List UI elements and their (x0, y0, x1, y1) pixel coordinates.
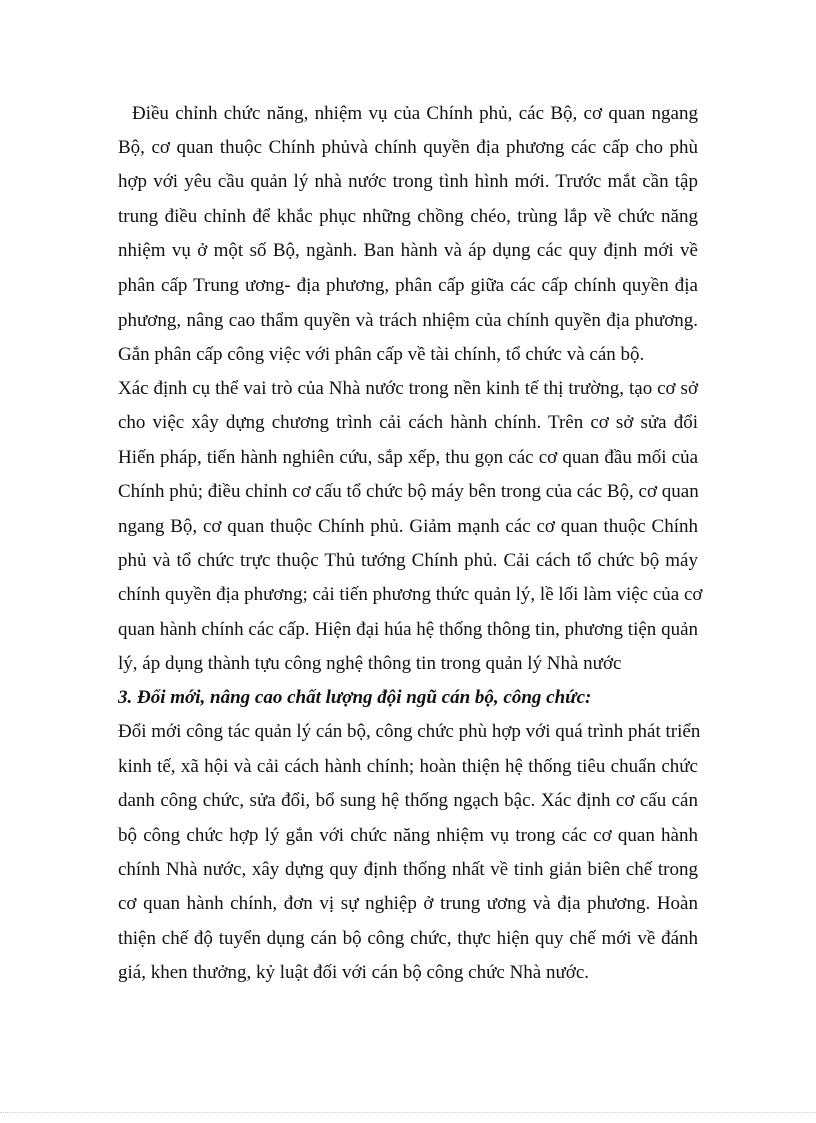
paragraph-3-line-4: bộ công chức hợp lý gắn với chức năng nhiệm vụ trong các cơ quan hành (118, 825, 698, 846)
paragraph-2-line-6: phủ và tổ chức trực thuộc Thủ tướng Chính phủ. Cải cách tổ chức bộ máy (118, 550, 698, 571)
paragraph-2-line-5: ngang Bộ, cơ quan thuộc Chính phủ. Giảm mạnh các cơ quan thuộc Chính (118, 516, 698, 537)
paragraph-2-line-1: Xác định cụ thể vai trò của Nhà nước trong nền kinh tế thị trường, tạo cơ sở (118, 378, 698, 399)
paragraph-1-line-5: nhiệm vụ ở một số Bộ, ngành. Ban hành và áp dụng các quy định mới về (118, 240, 698, 261)
paragraph-2-line-7: chính quyền địa phương; cải tiến phương thức quản lý, lề lối làm việc của cơ (118, 584, 703, 605)
paragraph-1-line-1: Điều chỉnh chức năng, nhiệm vụ của Chính phủ, các Bộ, cơ quan ngang (132, 103, 698, 124)
paragraph-2-line-4: Chính phủ; điều chỉnh cơ cấu tổ chức bộ máy bên trong của các Bộ, cơ quan (118, 481, 699, 502)
paragraph-3-line-8: giá, khen thưởng, kỷ luật đối với cán bộ công chức Nhà nước. (118, 962, 590, 983)
paragraph-3-line-3: danh công chức, sửa đổi, bổ sung hệ thống ngạch bậc. Xác định cơ cấu cán (118, 790, 698, 811)
paragraph-2-line-2: cho việc xây dựng chương trình cải cách hành chính. Trên cơ sở sửa đổi (118, 412, 698, 433)
paragraph-1-line-4: trung điều chỉnh để khắc phục những chồng chéo, trùng lắp về chức năng (118, 206, 698, 227)
paragraph-1-line-8: Gắn phân cấp công việc với phân cấp về tài chính, tổ chức và cán bộ. (118, 344, 645, 365)
paragraph-2-line-8: quan hành chính các cấp. Hiện đại húa hệ thống thông tin, phương tiện quản (118, 619, 698, 640)
paragraph-3-line-7: thiện chế độ tuyển dụng cán bộ công chức, thực hiện quy chế mới về đánh (118, 928, 698, 949)
paragraph-1-line-3: hợp với yêu cầu quản lý nhà nước trong tình hình mới. Trước mắt cần tập (118, 171, 698, 192)
paragraph-3-line-6: cơ quan hành chính, đơn vị sự nghiệp ở trung ương và địa phương. Hoàn (118, 893, 698, 914)
page-bottom-rule (0, 1112, 816, 1113)
paragraph-1-line-6: phân cấp Trung ương- địa phương, phân cấp giữa các cấp chính quyền địa (118, 275, 698, 296)
section-heading: 3. Đổi mới, nâng cao chất lượng đội ngũ cán bộ, công chức: (118, 687, 592, 708)
paragraph-2-line-9: lý, áp dụng thành tựu công nghệ thông tin trong quản lý Nhà nước (118, 653, 622, 674)
paragraph-1-line-2: Bộ, cơ quan thuộc Chính phủvà chính quyền địa phương các cấp cho phù (118, 137, 698, 158)
paragraph-3-line-2: kinh tế, xã hội và cải cách hành chính; hoàn thiện hệ thống tiêu chuẩn chức (118, 756, 698, 777)
paragraph-3-line-1: Đổi mới công tác quản lý cán bộ, công chức phù hợp với quá trình phát triển (118, 721, 701, 742)
paragraph-2-line-3: Hiến pháp, tiến hành nghiên cứu, sắp xếp, thu gọn các cơ quan đầu mối của (118, 447, 698, 468)
paragraph-1-line-7: phương, nâng cao thẩm quyền và trách nhiệm của chính quyền địa phương. (118, 310, 698, 331)
paragraph-3-line-5: chính Nhà nước, xây dựng quy định thống nhất về tinh giản biên chế trong (118, 859, 698, 880)
